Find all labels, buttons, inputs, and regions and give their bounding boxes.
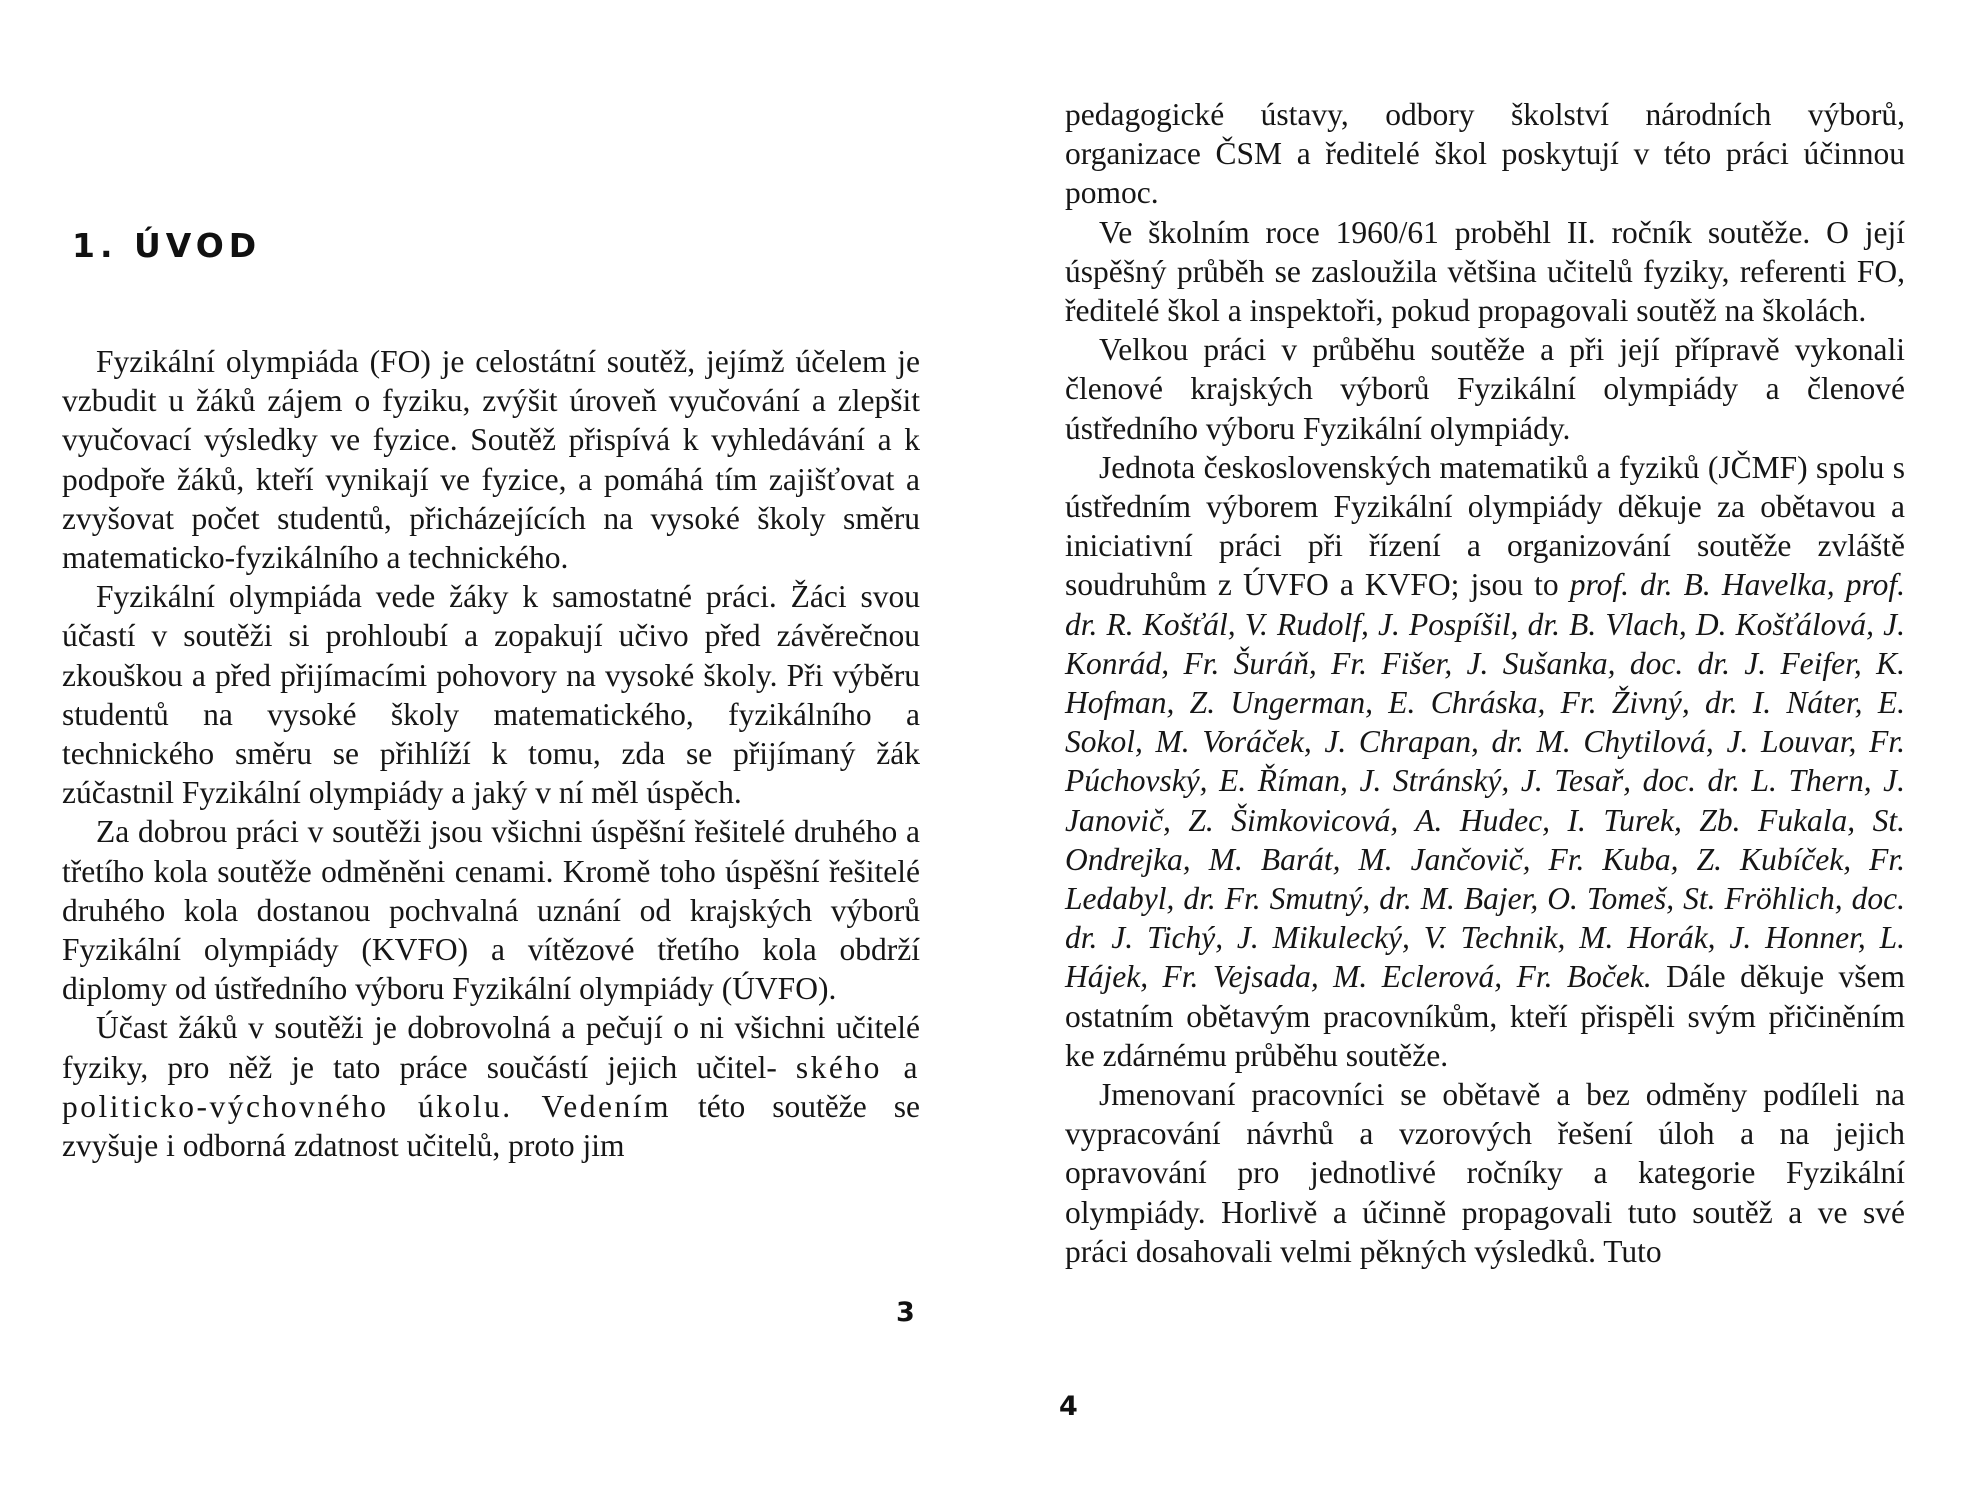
paragraph [62,1008,920,1165]
paragraph-text: této soutěže se zvyšuje i odborná zdatnost učitelů, proto jim [62,1088,920,1164]
chapter-heading: 1. ÚVOD [72,226,262,265]
paragraph: Ve školním roce 1960/61 proběhl II. ročník soutěže. O její úspěšný průběh se zasloužila většina učitelů fyziky, referenti FO, ředitelé škol a inspektoři, pokud propagovali soutěž na školách. [1065,214,1905,329]
paragraph-text: Účast žáků v soutěži je dobrovolná a pečují o ni všichni učitelé fyziky, pro něž je tato práce součástí jejich učitel- [62,1010,920,1085]
paragraph: Jmenovaní pracovníci se obětavě a bez odměny podíleli na vypracování návrhů a vzorových řešení úloh a na jejich opravování pro jednotlivé ročníky a kategorie Fyzikální olympiády. Horlivě a účinně propagovali tuto soutěž a ve své práci dosahovali velmi pěkných výsledků. Tuto [1065,1077,1905,1269]
paragraph: Fyzikální olympiáda vede žáky k samostatné práci. Žáci svou účastí v soutěži si prohloubí a zopakují učivo před závěrečnou zkouškou a před přijímacími pohovory na vysoké školy. Při výběru studentů na vysoké školy matematického, fyzikálního a technického směru se přihlíží k tomu, zda se přijímaný žák zúčastnil Fyzikální olympiády a jaký v ní měl úspěch. [62,579,920,811]
paragraph: pedagogické ústavy, odbory školství národních výborů, organizace ČSM a ředitelé škol poskytují v této práci účinnou pomoc. [1065,97,1905,211]
names-list: prof. dr. B. Havelka, prof. dr. R. Košťál, V. Rudolf, J. Pospíšil, dr. B. Vlach, D. Košťálová, J. Konrád, Fr. Šuráň, Fr. Fišer, J. Sušanka, doc. dr. J. Feifer, K. Hofman, Z. Ungerman, E. Chráska, Fr. Živný, dr. I. Náter, E. Sokol, M. Voráček, J. Chrapan, dr. M. Chytilová, J. Louvar, Fr. Púchovský, E. Říman, J. Stránský, J. Tesař, doc. dr. L. Thern, J. Janovič, Z. Šimkovicová, A. Hudec, I. Turek, Zb. Fukala, St. Ondrejka, M. Barát, M. Jančovič, Fr. Kuba, Z. Kubíček, Fr. Ledabyl, dr. Fr. Smutný, dr. M. Bajer, O. Tomeš, St. Fröhlich, doc. dr. J. Tichý, J. Mikulecký, V. Technik, M. Horák, J. Honner, L. Hájek, Fr. Vejsada, M. Eclerová, Fr. Boček. [1065,567,1905,995]
paragraph: Za dobrou práci v soutěži jsou všichni úspěšní řešitelé druhého a třetího kola soutěže odměněni cenami. Kromě toho úspěšní řešitelé druhého kola dostanou pochvalná uznání od krajských výborů Fyzikální olympiády (KVFO) a vítězové třetího kola obdrží diplomy od ústředního výboru Fyzikální olympiády (ÚVFO). [62,814,920,1007]
paragraph: Fyzikální olympiáda (FO) je celostátní soutěž, jejímž účelem je vzbudit u žáků zájem o fyziku, zvýšit úroveň vyučování a zlepšit vyučovací výsledky ve fyzice. Soutěž přispívá k vyhledávání a k podpoře žáků, kteří vynikají ve fyzice, a pomáhá tím zajišťovat a zvyšovat počet studentů, přicházejících na vysoké školy směru matematicko-fyzikálního a technického. [62,344,920,576]
right-page-body [1065,95,1905,1271]
acknowledgements-intro: Jednota československých matematiků a fyziků (JČMF) spolu s ústředním výborem Fyzikální olympiády děkuje za obětavou a iniciativní práci při řízení a organizování soutěže zvláště soudruhům z ÚVFO a KVFO; jsou to [1065,449,1905,603]
acknowledgements-paragraph [1065,448,1905,1075]
right-page [985,0,1970,1500]
letter-spaced-text: ského a politicko-výchovného úkolu. Vedením [62,1049,920,1124]
page-number: 4 [1059,1391,1078,1422]
page-number: 3 [896,1297,915,1328]
left-page-body [62,342,920,1165]
acknowledgements-outro: Dále děkuje všem ostatním obětavým pracovníkům, kteří přispěli svým přičiněním ke zdárnému průběhu soutěže. [1065,959,1905,1073]
paragraph: Velkou práci v průběhu soutěže a při její přípravě vykonali členové krajských výborů Fyzikální olympiády a členové ústředního výboru Fyzikální olympiády. [1065,332,1905,446]
